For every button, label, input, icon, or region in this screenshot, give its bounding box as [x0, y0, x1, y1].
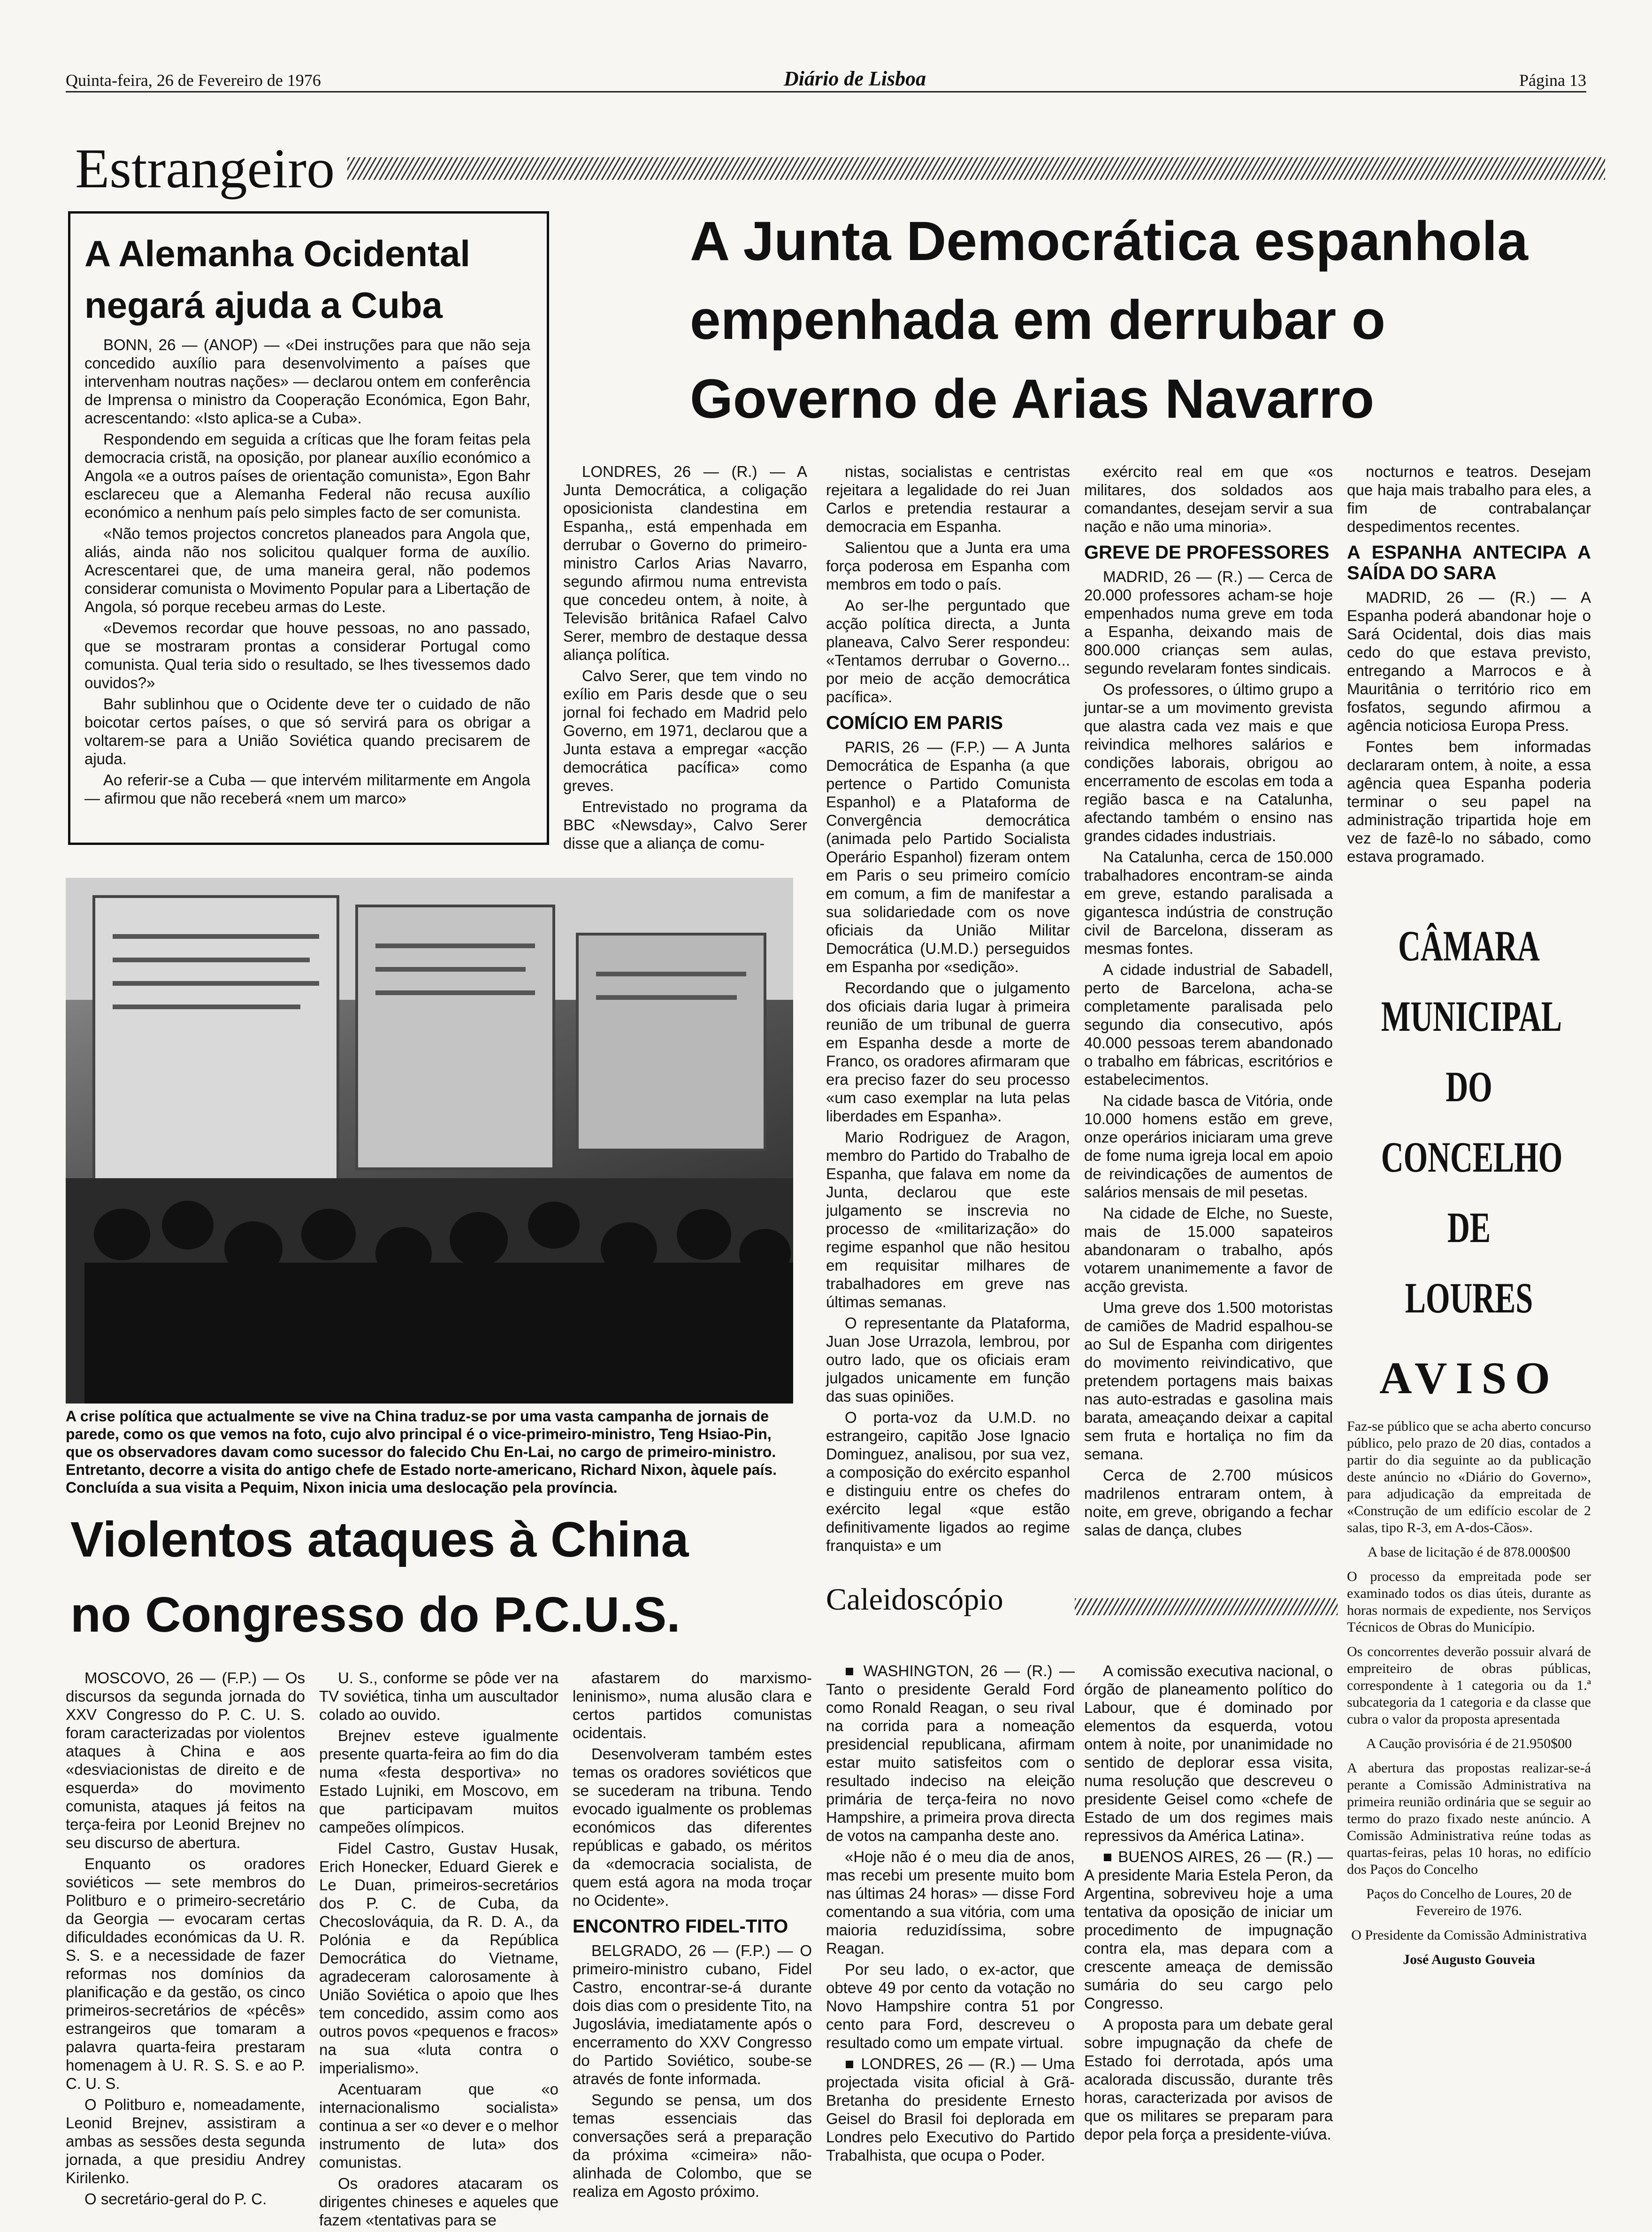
- paragraph: O representante da Plataforma, Juan Jose Urrazola, lembrou, por outro lado, que os oficiais eram julgados unicamente em função das suas opiniões.: [826, 1314, 1070, 1405]
- china-headline: Violentos ataques à China no Congresso do P.C.U.S.: [70, 1512, 689, 1642]
- paragraph: «Não temos projectos concretos planeados para Angola que, aliás, ainda não nos solicitou qualquer forma de auxílio. Acrescentarei que, de uma maneira geral, não podemos considerar comunista o Movimento Popular para a Libertação de Angola, só porque recebeu armas do Leste.: [84, 525, 530, 615]
- caleidoscopio-col-2: [1084, 1662, 1333, 2146]
- paragraph: Mario Rodriguez de Aragon, membro do Partido do Trabalho de Espanha, que falava em nome da Junta, declarou que este julgamento se inscrevia no processo de «militarização» do regime espanhol que não hesitou em requisitar milhares de trabalhadores em greve nas últimas semanas.: [826, 1128, 1070, 1311]
- paragraph: Salientou que a Junta era uma força poderosa em Espanha com membros em todo o país.: [826, 539, 1070, 593]
- paragraph: Fidel Castro, Gustav Husak, Erich Honecker, Eduard Gierek e Le Duan, primeiros-secretários dos P. C. de Cuba, da Checoslováquia, da R. D. A., da Polónia e da República Democrática do Vietname, agradeceram calorosamente à União Soviética o apoio que lhes tem concedido, assim como aos outros povos «pequenos e fracos» na sua «luta contra o imperialismo».: [319, 1840, 558, 2077]
- paragraph: ■ WASHINGTON, 26 — (R.) — Tanto o presidente Gerald Ford como Ronald Reagan, o seu rival na corrida para a nomeação presidencial republicana, afirmam estar muito satisfeitos com o resultado indeciso na eleição primária de terça-feira no novo Hampshire, a primeira prova directa de votos na campanha deste ano.: [826, 1662, 1075, 1844]
- section-hatch: [347, 157, 1605, 180]
- paragraph: MOSCOVO, 26 — (F.P.) — Os discursos da segunda jornada do XXV Congresso do P. C. U. S. foram caracterizadas por violentos ataques à China e aos «desviacionistas de direito e de esquerda» do movimento comunista, ataques já feitos na terça-feira por Leonid Brejnev no seu discurso de abertura.: [66, 1669, 305, 1851]
- ad-aviso: AVISO: [1379, 1353, 1559, 1403]
- paragraph: Desenvolveram também estes temas os oradores soviéticos que se sucederam na tribuna. Tendo evocado igualmente os problemas económicos das diferentes repúblicas e gabado, os méritos da «democracia socialista, de quem está agora na moda troçar no Ocidente».: [573, 1745, 812, 1909]
- masthead-rule: [66, 91, 1586, 92]
- paragraph: «Hoje não é o meu dia de anos, mas recebi um presente muito bom nas últimas 24 horas» — disse Ford comentando a sua vitória, com uma maioria reduzidíssima, sobre Reagan.: [826, 1848, 1075, 1957]
- paragraph: nocturnos e teatros. Desejam que haja mais trabalho para eles, a fim de contrabalançar despedimentos recentes.: [1347, 463, 1591, 535]
- paragraph: MADRID, 26 — (R.) — A Espanha poderá abandonar hoje o Sará Ocidental, dois dias mais cedo do que estava previsto, entregando a Marrocos e à Mauritânia o território rico em fosfatos, segundo afirmou a agência noticiosa Europa Press.: [1347, 589, 1591, 734]
- subhead-greve: GREVE DE PROFESSORES: [1084, 542, 1330, 563]
- paragraph: Ao referir-se a Cuba — que intervém militarmente em Angola — afirmou que não receberá «nem um marco»: [84, 771, 530, 807]
- paragraph: A proposta para um debate geral sobre impugnação da chefe de Estado foi derrotada, após uma acalorada discussão, durante três horas, caracterizada por avisos de que os militares se preparam para depor pela força a presidente-viúva.: [1084, 2016, 1333, 2143]
- caleidoscopio-title: Caleidoscópio: [826, 1582, 1003, 1617]
- paragraph: Os professores, o último grupo a juntar-se a um movimento grevista que alastra cada vez mais e que reivindica melhores salários e condições laborais, obrigou ao encerramento de escolas em toda a região basca e na Catalunha, afectando também o ensino nas grandes cidades industriais.: [1084, 681, 1333, 844]
- masthead: [66, 67, 1586, 94]
- newspaper-name: Diário de Lisboa: [784, 67, 926, 90]
- paragraph: Respondendo em seguida a críticas que lhe foram feitas pela democracia cristã, na oposição, por planear auxílio económico a Angola «e a outros países de orientação comunista», Egon Bahr esclareceu que a Alemanha Federal não recusa auxílio económico a nenhum país pelo simples facto de ser comunista.: [84, 430, 530, 521]
- paragraph: exército real em que «os militares, dos soldados aos comandantes, desejam servir a sua nação e não uma minoria».: [1084, 463, 1333, 535]
- paragraph: Por seu lado, o ex-actor, que obteve 49 por cento da votação no Novo Hampshire contra 51 por cento para Ford, descreveu o resultado como um empate virtual.: [826, 1961, 1075, 2051]
- paragraph: LONDRES, 26 — (R.) — A Junta Democrática, a coligação oposicionista clandestina em Espanha,, está empenhada em derrubar o Governo do primeiro-ministro Carlos Arias Navarro, segundo afirmou numa entrevista que concedeu ontem, à noite, à Televisão britânica Rafael Calvo Serer, membro de destaque dessa aliança política.: [563, 463, 807, 663]
- paragraph: «Devemos recordar que houve pessoas, no ano passado, que se mostraram prontas a considerar Portugal como comunista. Qual teria sido o resultado, se lhes tivessemos dado ouvidos?»: [84, 619, 530, 691]
- ad-paragraph: Paços do Concelho de Loures, 20 de Fevereiro de 1976.: [1366, 1886, 1572, 1918]
- paragraph: BELGRADO, 26 — (F.P.) — O primeiro-ministro cubano, Fidel Castro, encontrar-se-á durante dois dias com o presidente Tito, na Jugoslávia, imediatamente após o encerramento do XXV Congresso do Partido Soviético, soube-se através de fonte informada.: [573, 1942, 812, 2087]
- paragraph: U. S., conforme se pôde ver na TV soviética, tinha um auscultador colado ao ouvido.: [319, 1669, 558, 1723]
- paragraph: PARIS, 26 — (F.P.) — A Junta Democrática de Espanha (a que pertence o Partido Comunista Espanhol) e a Plataforma de Convergência democrática (animada pelo Partido Socialista Operário Espanhol) fizeram ontem em Paris o seu primeiro comício em comum, a fim de manifestar a sua solidariedade com os nove oficiais da União Militar Democrática (U.M.D.) perseguidos em Espanha por «sedição».: [826, 738, 1070, 975]
- caleidoscopio-col-1: [826, 1662, 1075, 2167]
- paragraph: A comissão executiva nacional, o órgão de planeamento político do Labour, que é dominado por elementos da esquerda, votou ontem à noite, por unanimidade no sentido de deplorar essa visita, numa resolução que descreveu o presidente Geisel como «chefe de Estado de um dos regimes mais repressivos da América Latina».: [1084, 1662, 1333, 1844]
- china-col-3: [573, 1669, 812, 2203]
- page-number: Página 13: [1519, 71, 1586, 90]
- ad-paragraph: O Presidente da Comissão Administrativa: [1351, 1927, 1587, 1943]
- section-title: Estrangeiro: [75, 137, 335, 199]
- paragraph: Ao ser-lhe perguntado que acção política directa, a Junta planeava, Calvo Serer respondeu: «Tentamos derrubar o Governo... por meio de acção democrática pacífica».: [826, 597, 1070, 706]
- ad-line: CÂMARA: [1398, 922, 1540, 970]
- ad-paragraph: Faz-se público que se acha aberto concurso público, pelo prazo de 20 dias, contados a partir do dia seguinte ao da publicação deste anúncio no «Diário do Governo», para adjudicação da empreitada de «Construção de um edifício escolar de 2 salas, tipo R-3, em A-dos-Cãos».: [1347, 1419, 1591, 1535]
- paragraph: Fontes bem informadas declararam ontem, à noite, a essa agência quea Espanha poderia terminar o seu papel na administração tripartida hoje em vez de fazê-lo no sábado, como estava programado.: [1347, 738, 1591, 865]
- germany-body: [84, 336, 530, 810]
- paragraph: O secretário-geral do P. C.: [84, 2190, 267, 2208]
- ad-paragraph: A base de licitação é de 878.000$00: [1367, 1544, 1571, 1560]
- paragraph: Cerca de 2.700 músicos madrilenos entraram ontem, à noite, em greve, obrigando a fechar salas de dança, clubes: [1084, 1466, 1333, 1539]
- paragraph: Enquanto os oradores soviéticos — sete membros do Politburo e o primeiro-secretário da Georgia — evocaram certas dificuldades económicas da U. R. S. S. e a necessidade de fazer reformas nos domínios da planificação e da gestão, os cinco primeiros-secretários de «pécês» estrangeiros que tomaram a palavra quarta-feira prestaram homenagem à U. R. S. S. e ao P. C. U. S.: [66, 1855, 305, 2092]
- subhead-comicio: COMÍCIO EM PARIS: [826, 713, 1003, 733]
- spain-col-4: [1347, 462, 1591, 868]
- spain-col-3: [1084, 462, 1333, 1542]
- paragraph: Recordando que o julgamento dos oficiais daria lugar à primeira reunião de um tribunal de guerra em Espanha desde a morte de Franco, os oradores afirmaram que era preciso fazer do seu processo «um caso exemplar na luta pelas liberdades em Espanha».: [826, 979, 1070, 1125]
- subhead-sara: A ESPANHA ANTECIPA A SAÍDA DO SARA: [1347, 542, 1591, 583]
- photo-caption: A crise política que actualmente se vive na China traduz-se por uma vasta campanha de jornais de parede, como os que vemos na foto, cujo alvo principal é o vice-primeiro-ministro, Teng Hsiao-Pin, que os observadores davam como sucessor do falecido Chu En-Lai, no cargo de primeiro-ministro. Entretanto, decorre a visita do antigo chefe de Estado norte-americano, Richard Nixon, àquele país. Concluída a sua visita a Pequim, Nixon inicia uma deslocação pela província.: [66, 1408, 777, 1496]
- ad-line: DO CONCELHO: [1381, 1063, 1563, 1181]
- paragraph: Calvo Serer, que tem vindo no exílio em Paris desde que o seu jornal foi fechado em Madrid pelo Governo, em 1971, declarou que a Junta estava a empregar «acção democrática pacífica» como greves.: [563, 667, 807, 794]
- china-col-1: [66, 1669, 305, 2211]
- paragraph: Uma greve dos 1.500 motoristas de camiões de Madrid espalhou-se ao Sul de Espanha com dirigentes do movimento reivindicativo, que pretendem portagens mais baixas nas auto-estradas e gasolina mais barata, ameaçando deixar a capital sem fruta e hortaliça no fim da semana.: [1084, 1299, 1333, 1463]
- ad-paragraph: A abertura das propostas realizar-se-á perante a Comissão Administrativa na primeira reunião ordinária que se seguir ao termo do prazo fixado neste anúncio. A Comissão Administrativa reúne todas as quartas-feiras, pelas 10 horas, no edifício dos Paços do Concelho: [1347, 1760, 1591, 1877]
- paragraph: Na cidade basca de Vitória, onde 10.000 homens estão em greve, onze operários iniciaram uma greve de fome numa igreja local em apoio de reivindicações de aumentos de salários mensais de mil pesetas.: [1084, 1092, 1333, 1201]
- paragraph: Os oradores atacaram os dirigentes chineses e aqueles que fazem «tentativas para se: [319, 2175, 558, 2229]
- paragraph: ■ BUENOS AIRES, 26 — (R.) — A presidente Maria Estela Peron, da Argentina, sobreviveu hoje a uma tentativa da oposição de iniciar um procedimento de impugnação contra ela, mas depara com a crescente ameaça de demissão sumária do seu cargo pelo Congresso.: [1084, 1848, 1333, 2012]
- ad-line: DE LOURES: [1405, 1204, 1533, 1322]
- spain-col-1: [563, 462, 807, 855]
- paragraph: Bahr sublinhou que o Ocidente deve ter o cuidado de não boicotar certos países, o que só servirá para os obrigar a voltarem-se para a União Soviética quando precisarem de ajuda.: [84, 695, 530, 767]
- germany-headline: A Alemanha Ocidental negará ajuda a Cuba: [84, 233, 471, 326]
- paragraph: Segundo se pensa, um dos temas essenciais das conversações será a preparação da próxima «cimeira» não-alinhada de Colombo, que se realiza em Agosto próximo.: [573, 2091, 812, 2200]
- spain-headline: A Junta Democrática espanhola empenhada em derrubar o Governo de Arias Navarro: [690, 210, 1528, 430]
- paragraph: Na cidade de Elche, no Sueste, mais de 15.000 sapateiros abandonaram o trabalho, após votarem unanimemente a favor de acção grevista.: [1084, 1204, 1333, 1295]
- china-wall-newspapers-photo: [66, 878, 793, 1404]
- china-col-2: [319, 1669, 558, 2232]
- ad-line: MUNICIPAL: [1381, 992, 1562, 1040]
- paragraph: nistas, socialistas e centristas rejeitara a legalidade do rei Juan Carlos e pretendia restaurar a democracia em Espanha.: [826, 463, 1070, 535]
- paragraph: BONN, 26 — (ANOP) — «Dei instruções para que não seja concedido auxílio para desenvolvimento a países que intervenham noutras nações» — declarou ontem em conferência de Imprensa o ministro da Cooperação Económica, Egon Bahr, acrescentando: «Isto aplica-se a Cuba».: [84, 336, 530, 427]
- ad-paragraph: Os concorrentes deverão possuir alvará de empreiteiro de obras públicas, correspondente à 1 categoria ou da 1.ª subcategoria da 1 categoria e da classe que cubra o valor da proposta apresentada: [1347, 1644, 1591, 1727]
- spain-col-2: [826, 462, 1070, 1557]
- paragraph: Na Catalunha, cerca de 150.000 trabalhadores encontram-se ainda em greve, estando paralisada a gigantesca indústria de construção civil de Barcelona, disseram as mesmas fontes.: [1084, 848, 1333, 957]
- photo-illustration: [66, 878, 793, 1404]
- paragraph: Brejnev esteve igualmente presente quarta-feira ao fim do dia numa «festa desportiva» no Estado Lujniki, em Moscovo, em que participavam muitos campeões olímpicos.: [319, 1727, 558, 1836]
- paragraph: ■ LONDRES, 26 — (R.) — Uma projectada visita oficial à Grã-Bretanha do presidente Ernesto Geisel do Brasil foi deplorada em Londres pelo Executivo do Partido Trabalhista, que ocupa o Poder.: [826, 2055, 1075, 2164]
- paragraph: afastarem do marxismo-leninismo», numa alusão clara e certos partidos comunistas ocidentais.: [573, 1669, 812, 1741]
- paragraph: O porta-voz da U.M.D. no estrangeiro, capitão Jose Ignacio Dominguez, analisou, por sua vez, a composição do exército espanhol e distinguiu entre os chefes do exército legal «que estão definitivamente ligados ao regime franquista» e um: [826, 1409, 1070, 1554]
- paragraph: Entrevistado no programa da BBC «Newsday», Calvo Serer disse que a aliança de comu-: [563, 798, 807, 852]
- paragraph: O Politburo e, nomeadamente, Leonid Brejnev, assistiram a ambas as sessões desta segunda jornada, a que presidiu Andrey Kirilenko.: [66, 2096, 305, 2186]
- germany-article-box: [68, 211, 549, 845]
- paragraph: A cidade industrial de Sabadell, perto de Barcelona, acha-se completamente paralisada pelo segundo dia consecutivo, após 40.000 pessoas terem abandonado o trabalho em fábricas, escritórios e estabelecimentos.: [1084, 961, 1333, 1088]
- ad-paragraph: O processo da empreitada pode ser examinado todos os dias úteis, durante as horas normais de expediente, nos Serviços Técnicos de Obras do Município.: [1347, 1569, 1591, 1635]
- issue-date: Quinta-feira, 26 de Fevereiro de 1976: [66, 71, 321, 90]
- paragraph: MADRID, 26 — (R.) — Cerca de 20.000 professores acham-se hoje empenhados numa greve em toda a Espanha, deixando mais de 800.000 crianças sem aulas, segundo revelaram fontes sindicais.: [1084, 568, 1333, 677]
- ad-signature: José Augusto Gouveia: [1403, 1952, 1535, 1967]
- caleidoscopio-hatch: [1075, 1598, 1338, 1615]
- paragraph: Acentuaram que «o internacionalismo socialista» continua a ser «o dever e o melhor instrumento de luta» dos comunistas.: [319, 2080, 558, 2171]
- ad-paragraph: A Caução provisória é de 21.950$00: [1366, 1736, 1572, 1751]
- loures-municipal-notice: [1347, 911, 1591, 1976]
- subhead-fidel-tito: ENCONTRO FIDEL-TITO: [573, 1916, 788, 1937]
